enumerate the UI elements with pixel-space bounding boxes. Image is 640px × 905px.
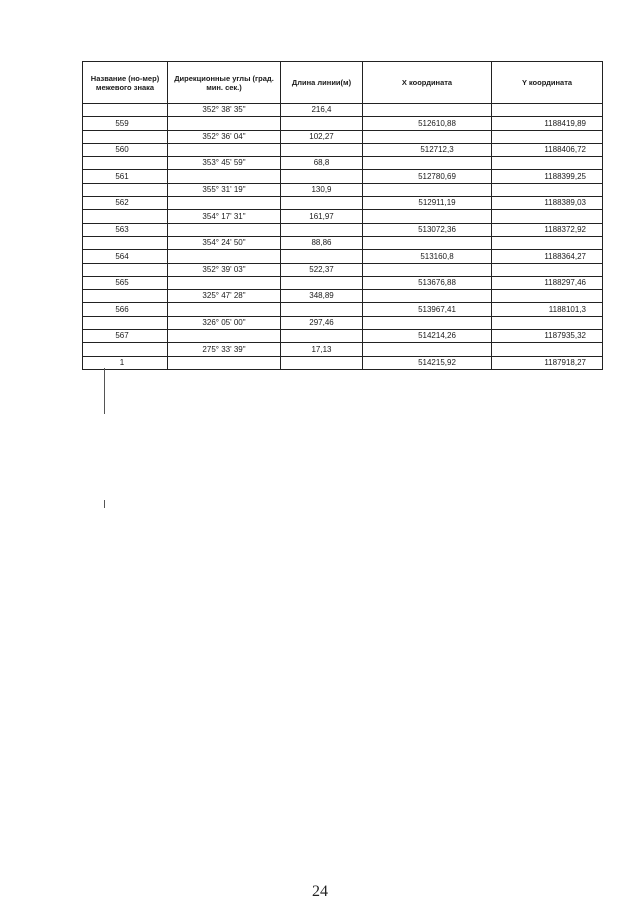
cell-line-length-value: 17,13 [311,344,332,354]
cell-direction-angle-value: 354° 17' 31" [202,211,246,221]
table-row-point [83,223,603,236]
cell-direction-angle-value: 325° 47' 28" [202,291,246,301]
cell-direction-angle [168,356,281,369]
cell-line-length [281,117,363,130]
cell-direction-angle [168,316,281,329]
cell-direction-angle [168,210,281,223]
cell-x-coordinate [363,183,492,196]
cell-mark-name-value: 563 [115,224,129,234]
cell-line-length [281,330,363,343]
cell-direction-angle [168,223,281,236]
cell-y-coordinate [492,303,603,316]
cell-x-coordinate [363,250,492,263]
cell-y-coordinate [492,117,603,130]
cell-x-coordinate-value: 512610,88 [418,118,456,128]
boundary-coordinates-table [82,61,603,370]
cell-mark-name-value: 566 [115,304,129,314]
cell-y-coordinate-value: 1187935,32 [544,331,586,341]
cell-mark-name-value: 565 [115,278,129,288]
cell-line-length [281,290,363,303]
cell-line-length-value: 130,9 [311,185,332,195]
cell-x-coordinate [363,276,492,289]
header-direction-angle: Дирекционные углы (град. мин. сек.) [168,62,281,104]
cell-direction-angle [168,290,281,303]
cell-line-length-value: 88,86 [311,238,332,248]
cell-mark-name [83,276,168,289]
cell-mark-name [83,356,168,369]
page-number: 24 [312,883,328,900]
cell-mark-name [83,223,168,236]
cell-x-coordinate-value: 513160,8 [420,251,454,261]
cell-x-coordinate [363,223,492,236]
cell-y-coordinate-value: 1188406,72 [544,145,586,155]
cell-mark-name [83,263,168,276]
cell-x-coordinate-value: 512780,69 [418,171,456,181]
cell-direction-angle-value: 354° 24' 50" [202,238,246,248]
cell-y-coordinate [492,356,603,369]
cell-x-coordinate [363,236,492,249]
cell-direction-angle [168,157,281,170]
cell-mark-name [83,290,168,303]
cell-direction-angle-value: 352° 39' 03" [202,264,246,274]
cell-mark-name [83,303,168,316]
cell-direction-angle-value: 275° 33' 39" [202,344,246,354]
cell-x-coordinate [363,343,492,356]
cell-direction-angle [168,130,281,143]
cell-y-coordinate-value: 1188372,92 [544,224,586,234]
cell-direction-angle [168,197,281,210]
cell-line-length [281,157,363,170]
cell-line-length [281,250,363,263]
cell-line-length-value: 348,89 [309,291,334,301]
cell-y-coordinate-value: 1188399,25 [544,171,586,181]
cell-mark-name-value: 560 [115,145,129,155]
cell-direction-angle-value: 326° 05' 00" [202,318,246,328]
cell-direction-angle-value: 352° 36' 04" [202,131,246,141]
cell-y-coordinate [492,330,603,343]
cell-y-coordinate [492,170,603,183]
cell-y-coordinate [492,290,603,303]
cell-y-coordinate [492,183,603,196]
cell-line-length [281,210,363,223]
cell-mark-name [83,130,168,143]
cell-direction-angle [168,330,281,343]
cell-y-coordinate [492,250,603,263]
cell-x-coordinate [363,316,492,329]
cell-y-coordinate [492,210,603,223]
cell-x-coordinate-value: 513967,41 [418,304,456,314]
cell-x-coordinate-value: 512712,3 [420,145,454,155]
cell-y-coordinate [492,223,603,236]
cell-mark-name-value: 561 [115,171,129,181]
table-row-segment [83,316,603,329]
cell-x-coordinate-value: 513676,88 [418,278,456,288]
cell-mark-name-value: 564 [115,251,129,261]
cell-x-coordinate [363,170,492,183]
cell-y-coordinate-value: 1188297,46 [544,278,586,288]
cell-y-coordinate [492,143,603,156]
cell-y-coordinate-value: 1188419,89 [544,118,586,128]
table-row-point [83,250,603,263]
cell-mark-name [83,330,168,343]
cell-line-length-value: 161,97 [309,211,334,221]
table-row-point [83,330,603,343]
cell-x-coordinate [363,157,492,170]
cell-x-coordinate [363,330,492,343]
cell-line-length [281,303,363,316]
cell-x-coordinate-value: 512911,19 [418,198,456,208]
cell-mark-name [83,143,168,156]
cell-line-length-value: 68,8 [313,158,330,168]
cell-direction-angle-value: 353° 45' 59" [202,158,246,168]
table-row-segment [83,104,603,117]
cell-direction-angle [168,183,281,196]
cell-line-length [281,343,363,356]
table-row-point [83,303,603,316]
cell-y-coordinate [492,197,603,210]
cell-x-coordinate-value: 514214,26 [418,331,456,341]
cell-x-coordinate [363,303,492,316]
cell-x-coordinate [363,263,492,276]
cell-mark-name [83,316,168,329]
cell-x-coordinate [363,290,492,303]
header-line-length: Длина линии(м) [281,62,363,104]
table-row-segment [83,263,603,276]
cell-line-length [281,183,363,196]
cell-y-coordinate [492,236,603,249]
header-x-coordinate: X координата [363,62,492,104]
cell-y-coordinate-value: 1188389,03 [544,198,586,208]
cell-y-coordinate [492,263,603,276]
header-boundary-mark-name: Название (но-мер) межевого знака [83,62,168,104]
cell-direction-angle-value: 355° 31' 19" [202,185,246,195]
cell-y-coordinate-value: 1187918,27 [544,357,586,367]
table-row-point [83,276,603,289]
table-row-segment [83,157,603,170]
cell-x-coordinate [363,117,492,130]
table-row-segment [83,236,603,249]
cell-line-length [281,236,363,249]
cell-mark-name [83,236,168,249]
cell-mark-name [83,117,168,130]
cell-direction-angle [168,263,281,276]
table-row-segment [83,130,603,143]
table-row-point [83,143,603,156]
cell-y-coordinate [492,157,603,170]
cell-line-length-value: 297,46 [309,318,334,328]
cell-direction-angle [168,117,281,130]
cell-y-coordinate [492,104,603,117]
table-header [83,62,603,104]
margin-mark [104,368,105,414]
header-row [83,62,603,104]
table-row-point [83,356,603,369]
cell-line-length-value: 522,37 [309,264,334,274]
cell-direction-angle [168,276,281,289]
cell-line-length [281,263,363,276]
header-y-coordinate: Y координата [492,62,603,104]
cell-x-coordinate [363,104,492,117]
cell-line-length [281,223,363,236]
cell-line-length [281,197,363,210]
cell-x-coordinate [363,197,492,210]
cell-direction-angle [168,104,281,117]
cell-line-length [281,316,363,329]
cell-mark-name [83,250,168,263]
table-row-point [83,170,603,183]
cell-x-coordinate-value: 513072,36 [418,224,456,234]
cell-line-length [281,143,363,156]
cell-mark-name [83,157,168,170]
cell-mark-name [83,210,168,223]
cell-mark-name-value: 562 [115,198,129,208]
cell-line-length [281,356,363,369]
table-row-segment [83,210,603,223]
cell-line-length [281,170,363,183]
cell-direction-angle-value: 352° 38' 35" [202,105,246,115]
cell-mark-name [83,183,168,196]
table-row-segment [83,290,603,303]
table-row-segment [83,343,603,356]
cell-x-coordinate [363,356,492,369]
table-row-segment [83,183,603,196]
cell-y-coordinate [492,316,603,329]
cell-line-length [281,104,363,117]
table-body [83,104,603,370]
cell-direction-angle [168,236,281,249]
cell-line-length-value: 216,4 [311,105,332,115]
cell-mark-name [83,343,168,356]
cell-x-coordinate-value: 514215,92 [418,357,456,367]
cell-x-coordinate [363,130,492,143]
cell-direction-angle [168,343,281,356]
cell-line-length [281,276,363,289]
cell-y-coordinate [492,343,603,356]
cell-y-coordinate-value: 1188101,3 [548,304,586,314]
cell-direction-angle [168,303,281,316]
cell-direction-angle [168,170,281,183]
cell-line-length-value: 102,27 [309,131,334,141]
cell-direction-angle [168,143,281,156]
cell-x-coordinate [363,210,492,223]
table-row-point [83,117,603,130]
table-row-point [83,197,603,210]
cell-y-coordinate [492,130,603,143]
cell-mark-name [83,197,168,210]
margin-mark [104,500,105,508]
cell-x-coordinate [363,143,492,156]
cell-direction-angle [168,250,281,263]
cell-mark-name-value: 567 [115,331,129,341]
cell-mark-name [83,170,168,183]
cell-y-coordinate [492,276,603,289]
cell-mark-name-value: 1 [119,357,125,367]
cell-mark-name-value: 559 [115,118,129,128]
cell-line-length [281,130,363,143]
cell-y-coordinate-value: 1188364,27 [544,251,586,261]
cell-mark-name [83,104,168,117]
